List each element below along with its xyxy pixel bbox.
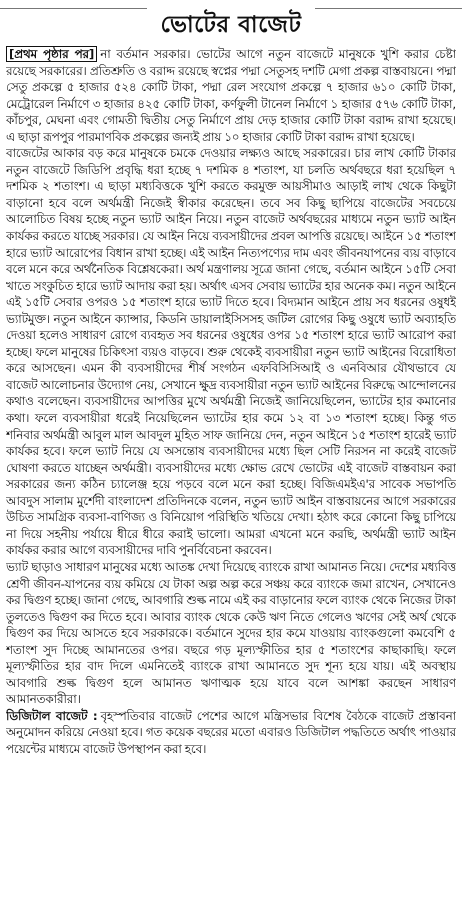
digital-budget-paragraph xyxy=(6,708,456,758)
headline: ভোটের বাজেট xyxy=(147,4,316,47)
paragraph-1-text: না বর্তমান সরকার। ভোটের আগে নতুন বাজেটে মানুষকে খুশি করার চেষ্টা রয়েছে সরকারের। প্রতিশ্রুতি ও বরাদ্দ রয়েছে স্বপ্নের পদ্মা সেতুসহ দশটি মেগা প্রকল্প বাস্তবায়নে। পদ্মা সেতু প্রকল্পে ৫ হাজার ৫২৪ কোটি টাকা, পদ্মা রেল সংযোগ প্রকল্পে ৭ হাজার ৬১০ কোটি টাকা, মেট্রোরেল নির্মাণে ৩ হাজার ৪২৫ কোটি টাকা, কর্ণফুলী টানেল নির্মাণে ১ হাজার ৫৭৬ কোটি টাকা, কাঁচপুর, মেঘনা এবং গোমতী দ্বিতীয় সেতু নির্মাণে প্রায় দেড় হাজার কোটি টাকা বরাদ্দ রাখা হয়েছে। এ ছাড়া রূপপুর পারমাণবিক প্রকল্পের জন্যই প্রায় ১০ হাজার কোটি টাকা বরাদ্দ রাখা হয়েছে। xyxy=(6,47,456,144)
paragraph-3: ভ্যাট ছাড়াও সাধারণ মানুষের মধ্যে আতঙ্ক দেখা দিয়েছে ব্যাংকে রাখা আমানত নিয়ে। দেশের মধ্যবিত্ত শ্রেণী জীবন-যাপনের ব্যয় কমিয়ে যে টাকা অল্প অল্প করে সঞ্চয় করে ব্যাংকে জমা রাখেন, সেখানেও কর দ্বিগুণ হচ্ছে। জানা গেছে, আবগারি শুল্ক নামে এই কর বাড়ানোর ফলে ব্যাংক থেকে নিজের টাকা তুলতেও দ্বিগুণ কর দিতে হবে। আবার ব্যাংক থেকে কেউ ঋণ নিতে গেলেও ঋণের সেই অর্থ থেকে দ্বিগুণ কর দিয়ে আসতে হবে সরকারকে। বর্তমানে সুদের হার কমে যাওয়ায় ব্যাংকগুলো কমবেশি ৫ শতাংশ সুদ দিচ্ছে আমানতের ওপর। বছরে গড় মূল্যস্ফীতির হার ৫ শতাংশের কাছাকাছি। ফলে মূল্যস্ফীতির হার বাদ দিলে এমনিতেই ব্যাংকে রাখা আমানতে সুদ শূন্য হয়ে যায়। এই অবস্থায় আবগারি শুল্ক দ্বিগুণ হলে আমানত ঋণাত্মক হয়ে যাবে বলে আশঙ্কা করছেন সাধারণ আমানতকারীরা। xyxy=(6,559,456,707)
digital-budget-label: ডিজিটাল বাজেট : xyxy=(6,708,98,723)
continuation-label: [প্রথম পৃষ্ঠার পর] xyxy=(6,46,97,62)
digital-budget-text: বৃহস্পতিবার বাজেট পেশের আগে মন্ত্রিসভার বিশেষ বৈঠকে বাজেট প্রস্তাবনা অনুমোদন করিয়ে নেওয়া হবে। গত কয়েক বছরের মতো এবারও ডিজিটাল পদ্ধতিতে অর্থাৎ পাওয়ার পয়েন্টের মাধ্যমে বাজেট উপস্থাপন করা হবে। xyxy=(6,708,456,756)
article-body xyxy=(6,46,456,898)
paragraph-1 xyxy=(6,46,456,145)
paragraph-2: বাজেটের আকার বড় করে মানুষকে চমকে দেওয়ার লক্ষ্যও আছে সরকারের। চার লাখ কোটি টাকার নতুন বাজেটে জিডিপি প্রবৃদ্ধি ধরা হচ্ছে ৭ দশমিক ৪ শতাংশ, যা চলতি অর্থবছরে ধরা হয়েছিল ৭ দশমিক ২ শতাংশ। এ ছাড়া মধ্যবিত্তকে খুশি করতে করমুক্ত আয়সীমাও আড়াই লাখ থেকে কিছুটা বাড়ানো হবে বলে অর্থমন্ত্রী নিজেই স্বীকার করেছেন। তবে সব কিছু ছাপিয়ে বাজেটের সবচেয়ে আলোচিত বিষয় হচ্ছে নতুন ভ্যাট আইন নিয়ে। নতুন বাজেট অর্থবছরের মাধ্যমে নতুন ভ্যাট আইন কার্যকর করতে যাচ্ছে সরকার। যে আইন নিয়ে ব্যবসায়ীদের প্রবল আপত্তি রয়েছে। আইনে ১৫ শতাংশ হারে ভ্যাট আরোপের বিধান রাখা হচ্ছে। এই আইন নিত্যপণ্যের দাম এবং জীবনযাপনের ব্যয় বাড়াবে বলে মনে করে অর্থনৈতিক বিশ্লেষকেরা। অর্থ মন্ত্রণালয় সূত্রে জানা গেছে, বর্তমান আইনে ১৫টি সেবা খাতে সংকুচিত হারে ভ্যাট আদায় করা হয়। অর্থাৎ এসব সেবায় ভ্যাটের হার অনেক কম। নতুন আইনে এই ১৫টি সেবার ওপরও ১৫ শতাংশ হারে ভ্যাট দিতে হবে। বিদ্যমান আইনে প্রায় সব ধরনের ওষুধই ভ্যাটমুক্ত। নতুন আইনে ক্যান্সার, কিডনি ডায়ালাইসিসসহ জটিল রোগের কিছু ওষুধে ভ্যাট অব্যাহতি দেওয়া হলেও সাধারণ রোগে ব্যবহৃত সব ধরনের ওষুধের ওপর ১৫ শতাংশ হারে ভ্যাট আরোপ করা হচ্ছে। ফলে মানুষের চিকিৎসা ব্যয়ও বাড়বে। শুরু থেকেই ব্যবসায়ীরা নতুন ভ্যাট আইনের বিরোধিতা করে আসছেন। এমন কী ব্যবসায়ীদের শীর্ষ সংগঠন এফবিসিসিআই ও এনবিআর যৌথভাবে যে বাজেট আলোচনার উদ্যোগ নেয়, সেখানে ক্ষুদ্র ব্যবসায়ীরা নতুন ভ্যাট আইনের বিরুদ্ধে আন্দোলনের কথাও বলেছেন। ব্যবসায়ীদের আপত্তির মুখে অর্থমন্ত্রী নিজেই জানিয়েছিলেন, ভ্যাটের হার কমানোর কথা। ফলে ব্যবসায়ীরা ধরেই নিয়েছিলেন ভ্যাটের হার কমে ১২ বা ১৩ শতাংশ হচ্ছে। কিন্তু গত শনিবার অর্থমন্ত্রী আবুল মাল আবদুল মুহিত সাফ জানিয়ে দেন, নতুন আইনে ১৫ শতাংশ হারেই ভ্যাট কার্যকর হবে। ফলে ভ্যাট নিয়ে যে অসন্তোষ ব্যবসায়ীদের মধ্যে ছিল সেটি নিরসন না করেই বাজেট ঘোষণা করতে যাচ্ছেন অর্থমন্ত্রী। ব্যবসায়ীদের মধ্যে ক্ষোভ রেখে ভোটের এই বাজেট বাস্তবায়ন করা সরকারের জন্য কঠিন চ্যালেঞ্জ হয়ে পড়বে বলে মনে করা হচ্ছে। বিজিএমইএ'র সাবেক সভাপতি আবদুস সালাম মুর্শেদী বাংলাদেশ প্রতিদিনকে বলেন, নতুন ভ্যাট আইন বাস্তবায়নের আগে সরকারের উচিত সামগ্রিক ব্যবসা-বাণিজ্য ও বিনিয়োগ পরিস্থিতি খতিয়ে দেখা। হঠাৎ করে কোনো কিছু চাপিয়ে না দিয়ে সহনীয় পর্যায়ে ধীরে ধীরে করাই ভালো। আমরা এখনো মনে করছি, অর্থমন্ত্রী ভ্যাট আইন কার্যকর করার আগে ব্যবসায়ীদের দাবি পুনর্বিবেচনা করবেন। xyxy=(6,146,456,558)
headline-area xyxy=(0,6,462,44)
